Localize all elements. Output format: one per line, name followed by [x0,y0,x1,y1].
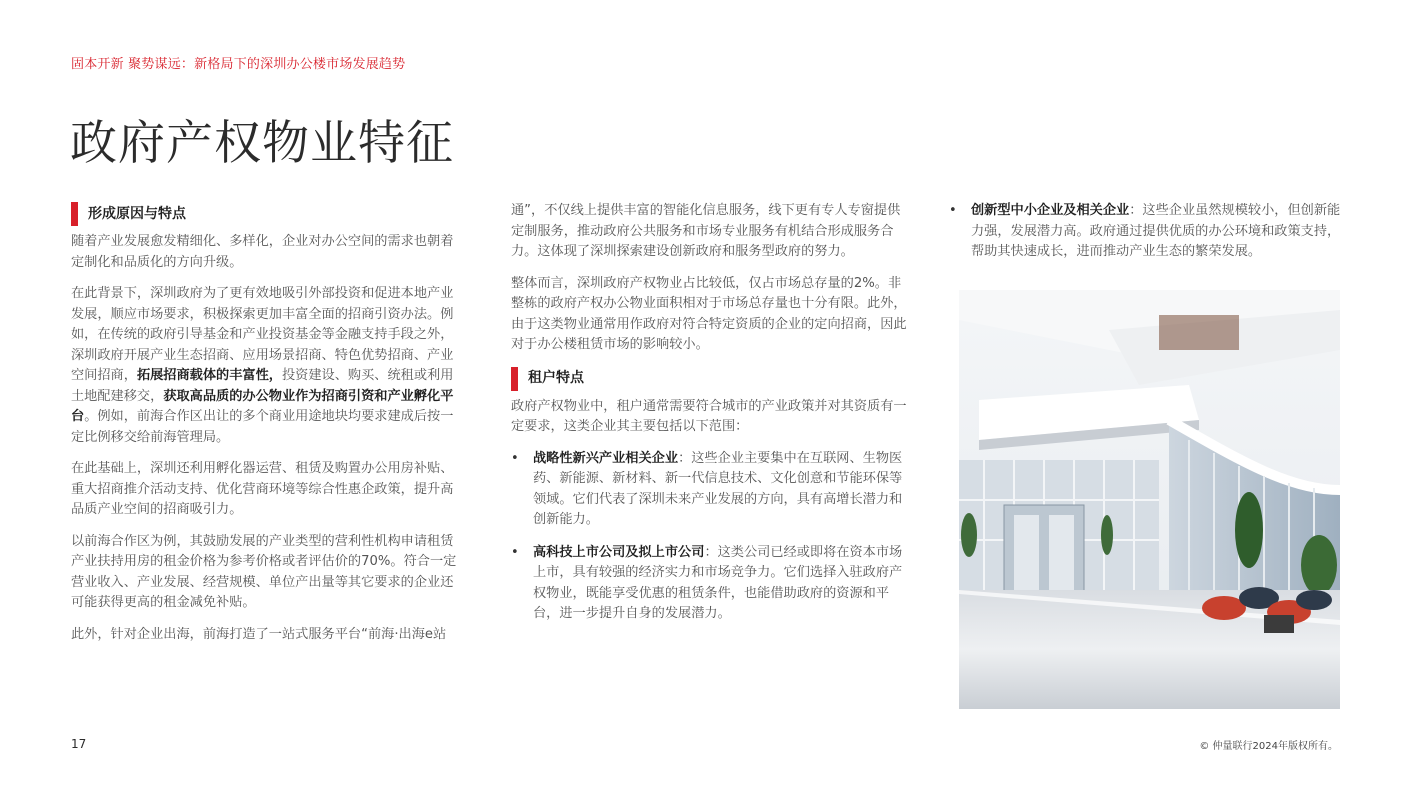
paragraph-text: 投资建设、购买、统租或利用土地配建移交， [71,368,454,404]
list-item-text: ：这些企业虽然规模较小，但创新能力强，发展潜力高。政府通过提供优质的办公环境和政策支持，帮助其快速成长，进而推动产业生态的繁荣发展。 [971,203,1341,259]
bullet: • [949,203,957,218]
list-item [511,449,907,531]
section-heading-causes [71,202,463,226]
list-item-title: 高科技上市公司及拟上市公司 [533,544,705,560]
paragraph-text: 。例如，前海合作区出让的多个商业用途地块均要求建成后按一定比例移交给前海管理局。 [71,409,454,445]
list-item-title: 创新型中小企业及相关企业 [971,203,1130,218]
emphasis-text: 获取高品质的办公物业作为招商引资和产业孵化平台 [71,388,454,424]
list-item-text: ：这些企业主要集中在互联网、生物医药、新能源、新材料、新一代信息技术、文化创意和节能环保等领域。它们代表了深圳未来产业发展的方向，具有高增长潜力和创新能力。 [533,450,903,527]
bullet: • [511,450,519,466]
paragraph: 政府产权物业中，租户通常需要符合城市的产业政策并对其资质有一定要求，这类企业其主要包括以下范围： [511,398,907,434]
paragraph: 在此基础上，深圳还利用孵化器运营、租赁及购置办公用房补贴、重大招商推介活动支持、优化营商环境等综合性惠企政策，提升高品质产业空间的招商吸引力。 [71,461,454,517]
paragraph: 此外，针对企业出海，前海打造了一站式服务平台“前海·出海e站 [71,626,447,642]
section-heading-tenants [511,367,907,391]
paragraph-text: 在此背景下，深圳政府为了更有效地吸引外部投资和促进本地产业发展，顺应市场要求，积极探索更加丰富全面的招商引资办法。例如，在传统的政府引导基金和产业投资基金等金融支持手段之外，深圳政府开展产业生态招商、应用场景招商、特色优势招商、产业空间招商， [71,286,454,383]
tenant-list [511,449,907,625]
column-middle [511,201,907,637]
office-lobby-photo [959,290,1340,709]
column-right [949,201,1343,275]
section-marker [511,367,518,391]
paragraph: 随着产业发展愈发精细化、多样化，企业对办公空间的需求也朝着定制化和品质化的方向升级。 [71,234,454,270]
bullet: • [511,544,519,560]
report-header: 固本开新 聚势谋远：新格局下的深圳办公楼市场发展趋势 [71,57,406,72]
column-left [71,202,463,656]
paragraph [71,284,463,448]
section-title: 租户特点 [528,370,584,387]
tenant-list-continued [949,201,1343,263]
paragraph: 以前海合作区为例，其鼓励发展的产业类型的营利性机构申请租赁产业扶持用房的租金价格为参考价格或者评估价的70%。符合一定营业收入、产业发展、经营规模、单位产出量等其它要求的企业还可能获得更高的租金减免补贴。 [71,533,457,610]
emphasis-text: 拓展招商载体的丰富性， [136,368,282,383]
page-number: 17 [71,737,87,751]
list-item-title: 战略性新兴产业相关企业 [533,450,679,466]
section-marker [71,202,78,226]
page-title: 政府产权物业特征 [70,116,454,171]
copyright-notice: © 仲量联行2024年版权所有。 [1199,741,1338,752]
list-item-text: ：这类公司已经或即将在资本市场上市，具有较强的经济实力和市场竞争力。它们选择入驻政府产权物业，既能享受优惠的租赁条件，也能借助政府的资源和平台，进一步提升自身的发展潜力。 [533,544,903,621]
section-title: 形成原因与特点 [88,205,186,222]
paragraph: 通”，不仅线上提供丰富的智能化信息服务，线下更有专人专窗提供定制服务，推动政府公共服务和市场专业服务有机结合形成服务合力。这体现了深圳探索建设创新政府和服务型政府的努力。 [511,203,901,259]
list-item [511,543,907,625]
paragraph: 整体而言，深圳政府产权物业占比较低，仅占市场总存量的2%。非整栋的政府产权办公物业面积相对于市场总存量也十分有限。此外，由于这类物业通常用作政府对符合特定资质的企业的定向招商，因此对于办公楼租赁市场的影响较小。 [511,275,907,352]
list-item [949,201,1343,263]
